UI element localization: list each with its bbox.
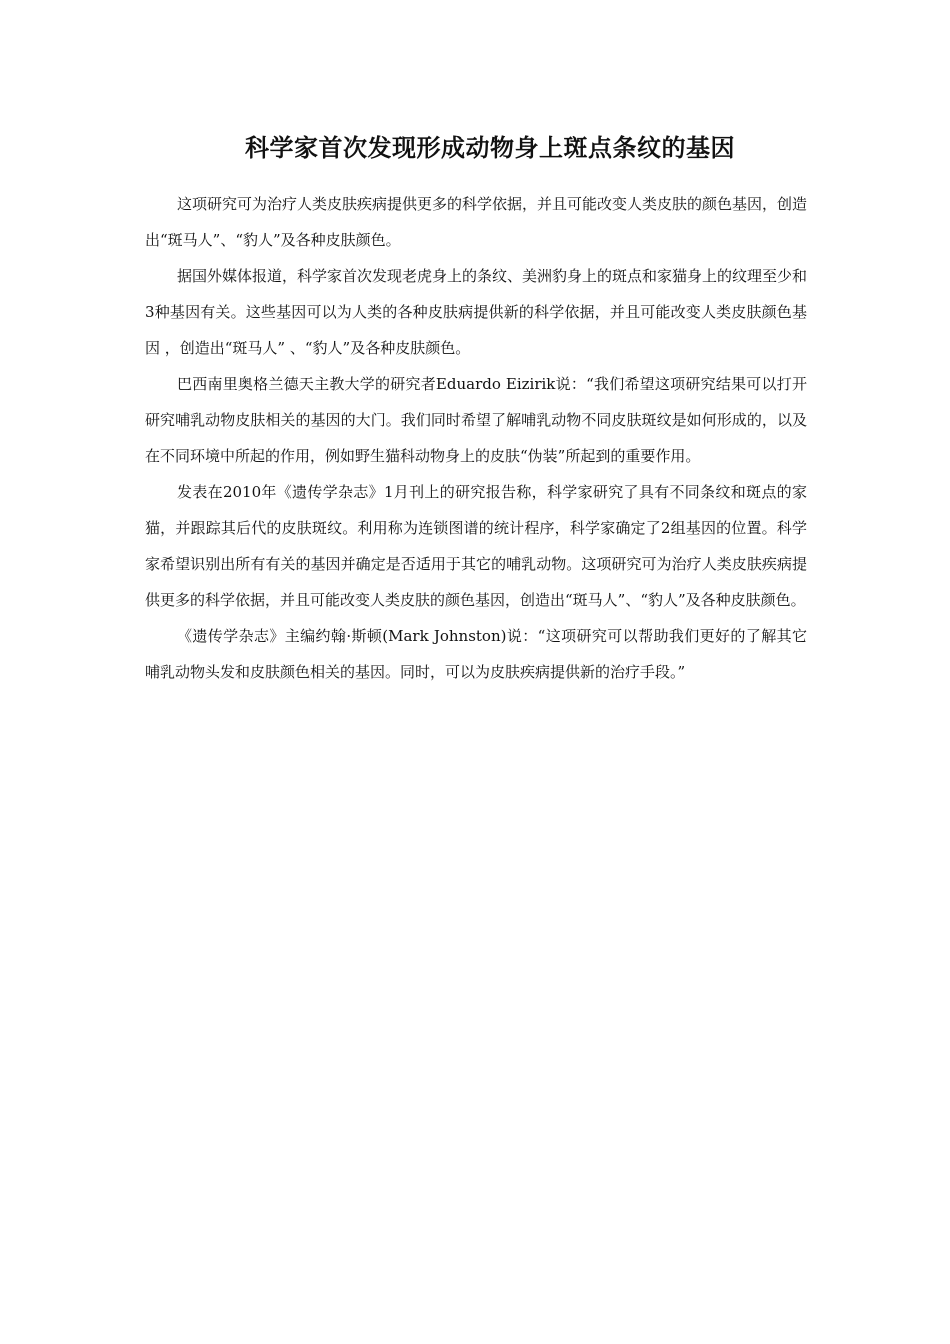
paragraph-media-report: 据国外媒体报道，科学家首次发现老虎身上的条纹、美洲豹身上的斑点和家猫身上的纹理至少和3种基因有关。这些基因可以为人类的各种皮肤病提供新的科学依据，并且可能改变人类皮肤颜色基因 ，创造出“斑马人” 、“豹人”及各种皮肤颜色。 (145, 267, 808, 357)
document-body (145, 128, 807, 690)
paragraph-study-details: 发表在2010年《遗传学杂志》1月刊上的研究报告称，科学家研究了具有不同条纹和斑点的家猫，并跟踪其后代的皮肤斑纹。利用称为连锁图谱的统计程序，科学家确定了2组基因的位置。科学家希望识别出所有有关的基因并确定是否适用于其它的哺乳动物。这项研究可为治疗人类皮肤疾病提供更多的科学依据，并且可能改变人类皮肤的颜色基因，创造出“斑马人”、“豹人”及各种皮肤颜色。 (145, 483, 807, 609)
paragraph-intro: 这项研究可为治疗人类皮肤疾病提供更多的科学依据，并且可能改变人类皮肤的颜色基因，创造出“斑马人”、“豹人”及各种皮肤颜色。 (145, 195, 808, 249)
paragraph-editor-quote: 《遗传学杂志》主编约翰·斯顿(Mark Johnston)说：“这项研究可以帮助我们更好的了解其它哺乳动物头发和皮肤颜色相关的基因。同时，可以为皮肤疾病提供新的治疗手段。” (145, 627, 807, 681)
document-title: 科学家首次发现形成动物身上斑点条纹的基因 (245, 133, 735, 162)
paragraph-researcher-quote: 巴西南里奥格兰德天主教大学的研究者Eduardo Eizirik说：“我们希望这项研究结果可以打开研究哺乳动物皮肤相关的基因的大门。我们同时希望了解哺乳动物不同皮肤斑纹是如何形成的，以及在不同环境中所起的作用，例如野生猫科动物身上的皮肤“伪装”所起到的重要作用。 (145, 375, 807, 465)
